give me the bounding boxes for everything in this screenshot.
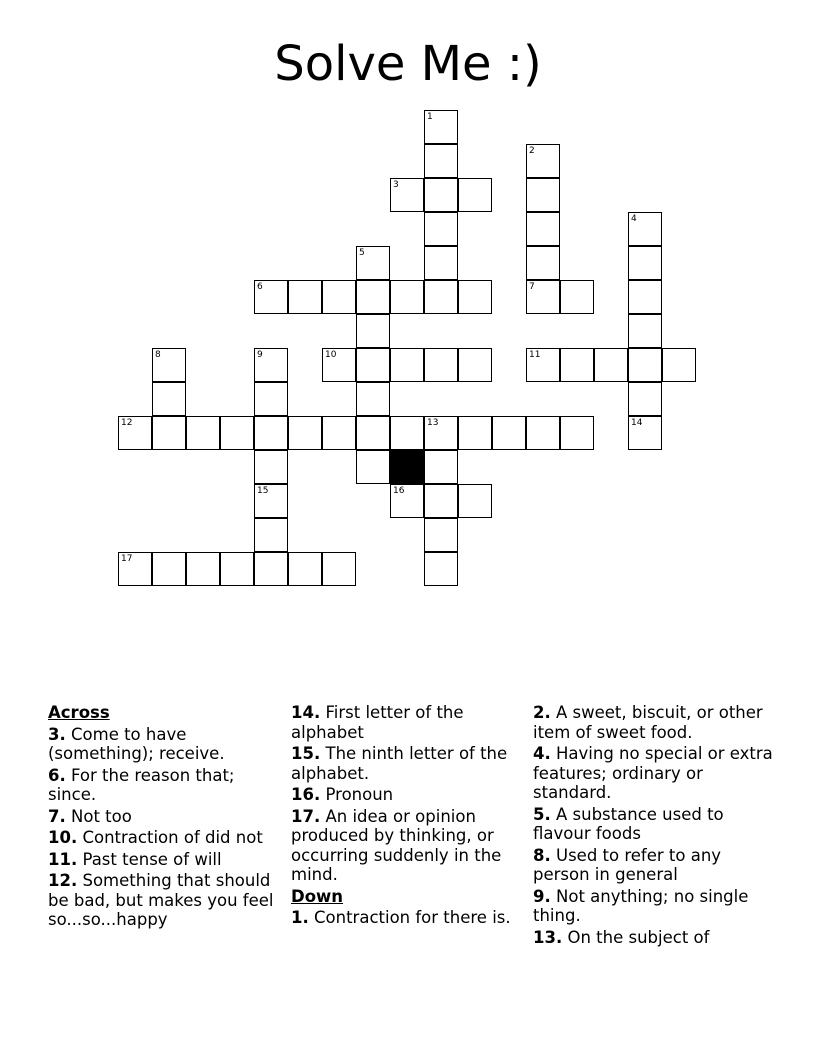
grid-cell[interactable] [424, 518, 458, 552]
clue-item [533, 928, 773, 948]
grid-cell[interactable] [424, 552, 458, 586]
clue-item-number: 2. [533, 703, 551, 722]
clue-item [533, 703, 773, 742]
grid-cell[interactable] [152, 382, 186, 416]
clue-item-text: Not anything; no single thing. [533, 886, 749, 925]
grid-cell[interactable] [458, 280, 492, 314]
grid-cell[interactable] [186, 552, 220, 586]
clue-item [291, 785, 523, 805]
clue-item-text: Come to have (something); receive. [48, 724, 225, 763]
clue-number: 15 [257, 486, 269, 496]
clue-item-number: 3. [48, 724, 66, 744]
grid-cell[interactable] [356, 348, 390, 382]
clue-item [533, 744, 773, 803]
clue-item-text: Not too [71, 806, 132, 826]
black-cell [390, 450, 424, 484]
grid-cell[interactable] [628, 416, 662, 450]
grid-cell[interactable] [628, 246, 662, 280]
clue-item-text: First letter of the alphabet [291, 703, 464, 742]
clue-number: 13 [427, 418, 439, 428]
clue-item [48, 828, 280, 848]
clue-item-number: 8. [533, 845, 551, 865]
grid-cell[interactable] [254, 552, 288, 586]
page-title: Solve Me :) [274, 36, 542, 92]
grid-cell[interactable] [560, 280, 594, 314]
grid-cell[interactable] [288, 552, 322, 586]
clue-item-text: Used to refer to any person in general [533, 845, 722, 884]
clue-item-text: For the reason that; since. [48, 765, 235, 804]
clue-number: 2 [529, 146, 535, 156]
grid-cell[interactable] [424, 178, 458, 212]
clue-number: 10 [325, 350, 337, 360]
grid-cell[interactable] [526, 212, 560, 246]
grid-cell[interactable] [152, 416, 186, 450]
clue-item [48, 725, 280, 764]
clue-item [533, 846, 773, 885]
clue-item-text: Pronoun [325, 785, 394, 804]
clue-item-text: Something that should be bad, but makes you feel so...so...happy [48, 871, 274, 929]
grid-cell[interactable] [526, 178, 560, 212]
grid-cell[interactable] [424, 484, 458, 518]
grid-cell[interactable] [458, 484, 492, 518]
grid-cell[interactable] [288, 416, 322, 450]
grid-cell[interactable] [322, 280, 356, 314]
clue-item [291, 908, 523, 928]
grid-cell[interactable] [390, 348, 424, 382]
clue-number: 11 [529, 350, 541, 360]
clue-item-text: An idea or opinion produced by thinking, or occurring suddenly in the mind. [291, 806, 502, 884]
grid-cell[interactable] [390, 416, 424, 450]
grid-cell[interactable] [594, 348, 628, 382]
clue-item [291, 807, 523, 885]
clue-number: 4 [631, 214, 637, 224]
grid-cell[interactable] [152, 348, 186, 382]
grid-cell[interactable] [424, 110, 458, 144]
grid-cell[interactable] [628, 382, 662, 416]
grid-cell[interactable] [424, 144, 458, 178]
clue-number: 5 [359, 248, 365, 258]
grid-cell[interactable] [356, 280, 390, 314]
grid-cell[interactable] [254, 518, 288, 552]
grid-cell[interactable] [220, 552, 254, 586]
clue-item-number: 9. [533, 886, 551, 906]
clue-number: 9 [257, 350, 263, 360]
grid-cell[interactable] [254, 450, 288, 484]
grid-cell[interactable] [526, 416, 560, 450]
grid-cell[interactable] [526, 246, 560, 280]
clue-item [48, 807, 280, 827]
clue-item-number: 11. [48, 849, 78, 869]
clue-number: 14 [631, 418, 643, 428]
clue-item-number: 7. [48, 806, 66, 826]
clue-number: 12 [121, 418, 133, 428]
clues-column-2 [291, 703, 523, 930]
grid-cell[interactable] [458, 416, 492, 450]
grid-cell[interactable] [424, 280, 458, 314]
clues-column-1 [48, 703, 280, 932]
clue-item-number: 15. [291, 744, 321, 763]
grid-cell[interactable] [628, 212, 662, 246]
grid-cell[interactable] [288, 280, 322, 314]
clue-item-text: On the subject of [567, 927, 710, 947]
grid-cell[interactable] [424, 246, 458, 280]
grid-cell[interactable] [152, 552, 186, 586]
grid-cell[interactable] [628, 280, 662, 314]
clue-item-number: 13. [533, 927, 563, 947]
grid-cell[interactable] [424, 416, 458, 450]
clue-item-text: The ninth letter of the alphabet. [291, 744, 508, 783]
grid-cell[interactable] [390, 178, 424, 212]
clue-item-number: 6. [48, 765, 66, 785]
clue-item-number: 16. [291, 785, 321, 804]
clue-number: 6 [257, 282, 263, 292]
clue-item [48, 871, 280, 930]
grid-cell[interactable] [356, 416, 390, 450]
grid-cell[interactable] [356, 246, 390, 280]
grid-cell[interactable] [458, 178, 492, 212]
clue-number: 1 [427, 112, 433, 122]
clue-item-number: 5. [533, 804, 551, 824]
clue-item-number: 12. [48, 871, 78, 890]
clue-item [291, 703, 523, 742]
clues-column-3 [533, 703, 773, 949]
grid-cell[interactable] [424, 212, 458, 246]
clue-item [48, 850, 280, 870]
grid-cell[interactable] [254, 416, 288, 450]
grid-cell[interactable] [118, 552, 152, 586]
grid-cell[interactable] [526, 348, 560, 382]
grid-cell[interactable] [526, 144, 560, 178]
grid-cell[interactable] [356, 450, 390, 484]
clue-number: 16 [393, 486, 405, 496]
clue-number: 17 [121, 554, 133, 564]
clue-item-number: 4. [533, 744, 551, 763]
grid-cell[interactable] [458, 348, 492, 382]
grid-cell[interactable] [492, 416, 526, 450]
grid-cell[interactable] [390, 484, 424, 518]
clue-item-text: A sweet, biscuit, or other item of sweet food. [533, 703, 763, 742]
clue-item-text: Past tense of will [82, 849, 222, 869]
grid-cell[interactable] [220, 416, 254, 450]
grid-cell[interactable] [424, 450, 458, 484]
clue-item-text: Contraction for there is. [314, 908, 511, 927]
clue-item [533, 805, 773, 844]
clue-item-text: A substance used to flavour foods [533, 804, 724, 843]
grid-cell[interactable] [560, 416, 594, 450]
grid-cell[interactable] [322, 552, 356, 586]
grid-cell[interactable] [322, 416, 356, 450]
grid-cell[interactable] [560, 348, 594, 382]
grid-cell[interactable] [390, 280, 424, 314]
clue-number: 3 [393, 180, 399, 190]
clue-item [48, 766, 280, 805]
clue-item-number: 14. [291, 703, 321, 722]
clue-item [291, 744, 523, 783]
clue-item-number: 17. [291, 806, 321, 826]
clue-item-text: Contraction of did not [82, 828, 263, 847]
down-heading: Down [291, 886, 344, 906]
clue-item [533, 887, 773, 926]
grid-cell[interactable] [118, 416, 152, 450]
grid-cell[interactable] [526, 280, 560, 314]
grid-cell[interactable] [628, 314, 662, 348]
grid-cell[interactable] [322, 348, 356, 382]
grid-cell[interactable] [424, 348, 458, 382]
clue-item-number: 10. [48, 828, 78, 847]
grid-cell[interactable] [356, 314, 390, 348]
grid-cell[interactable] [254, 382, 288, 416]
grid-cell[interactable] [254, 280, 288, 314]
clue-number: 7 [529, 282, 535, 292]
grid-cell[interactable] [628, 348, 662, 382]
clue-item-number: 1. [291, 908, 309, 927]
grid-cell[interactable] [662, 348, 696, 382]
across-heading: Across [48, 703, 110, 722]
grid-cell[interactable] [356, 382, 390, 416]
grid-cell[interactable] [254, 484, 288, 518]
grid-cell[interactable] [254, 348, 288, 382]
clue-number: 8 [155, 350, 161, 360]
clue-item-text: Having no special or extra features; ordinary or standard. [533, 744, 773, 802]
grid-cell[interactable] [186, 416, 220, 450]
